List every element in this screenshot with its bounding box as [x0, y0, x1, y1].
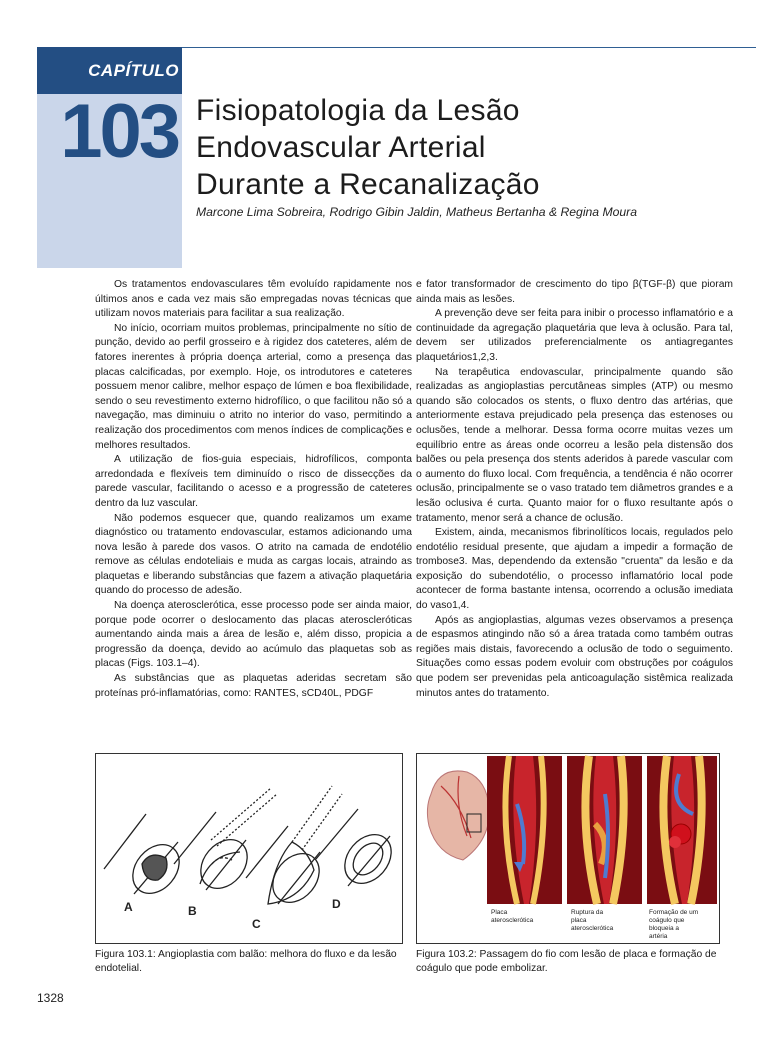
title-line-1: Fisiopatologia da Lesão: [196, 94, 520, 127]
figure-2-label-3: Formação de um coágulo que bloqueia a artéria: [649, 909, 699, 940]
figure-1-caption: Figura 103.1: Angioplastia com balão: melhora do fluxo e da lesão endotelial.: [95, 949, 397, 974]
paragraph: e fator transformador de crescimento do tipo β(TGF-β) que pioram ainda mais as lesões.: [416, 279, 733, 305]
title-line-3: Durante a Recanalização: [196, 168, 540, 201]
figure-2-plaque-rupture: [416, 753, 720, 944]
left-column: [95, 278, 412, 701]
right-column: [416, 278, 733, 701]
figure-1-label-b: B: [188, 904, 197, 918]
paragraph: No início, ocorriam muitos problemas, principalmente no sítio de punção, devido ao perfil grosseiro e à rigidez dos cateteres, além de fatores inerentes à própria doença arterial, como a presença das placas calcificadas, por exemplo. Hoje, os introdutores e cateteres possuem menor calibre, melhor espaço de lúmen e boa flexibilidade, sendo o seu revestimento externo hidrofílico, o que facilitou não só a navegação, mas diminuiu o atrito no interior do vaso, permitindo a realização dos procedimentos com menos índices de complicações e melhores resultados.: [95, 322, 412, 451]
figure-1-balloon-angioplasty: [95, 753, 403, 944]
paragraph: As substâncias que as plaquetas aderidas secretam são proteínas pró-inflamatórias, como: RANTES, sCD40L, PDGF: [95, 673, 412, 699]
artery-panel-3: [647, 756, 717, 904]
paragraph: Existem, ainda, mecanismos fibrinolíticos locais, regulados pelo endotélio residual presente, que ajudam a impedir a formação de trombose3. Mas, dependendo da extensão "cruenta" da lesão e da exposição do subendotélio, o processo inflamatório local pode acontecer de forma bastante intensa, ocorrendo a oclusão imediata do vaso1,4.: [416, 527, 733, 612]
chapter-label: CAPÍTULO: [88, 61, 179, 80]
figure-1-label-a: A: [124, 900, 133, 914]
figure-2-label-2: Ruptura da placa aterosclerótica: [571, 909, 614, 932]
paragraph: Não podemos esquecer que, quando realizamos um exame diagnóstico ou tratamento endovascular, estamos adicionando uma nova lesão à parede dos vasos. O atrito na camada de endotélio remove as células endoteliais e muda as cargas locais, atraindo as plaquetas e liberando substâncias que fazem a ativação plaquetária quando do processo de adesão.: [95, 512, 412, 597]
figure-1-illustration: [96, 754, 402, 943]
figure-2-illustration: [417, 754, 719, 943]
figure-1-label-d: D: [332, 897, 341, 911]
heart-illustration: [427, 771, 489, 860]
authors: Marcone Lima Sobreira, Rodrigo Gibin Jaldin, Matheus Bertanha & Regina Moura: [196, 205, 638, 219]
figure-2-label-1: Placa aterosclerótica: [491, 909, 534, 924]
artery-panel-1: [487, 756, 562, 904]
paragraph: Os tratamentos endovasculares têm evoluído rapidamente nos últimos anos e cada vez mais são empregadas novas técnicas que utilizam novos materiais para facilitar a sua realização.: [95, 279, 412, 320]
paragraph: A prevenção deve ser feita para inibir o processo inflamatório e a continuidade da agregação plaquetária que leva à oclusão. Para tal, devem ser utilizados preferencialmente os antiagregantes plaquetários1,2,3.: [416, 308, 733, 363]
paragraph: Após as angioplastias, algumas vezes observamos a presença de espasmos atingindo não só a área tratada como também outras regiões mais distais, favorecendo a oclusão de todo o seguimento. Situações como essas podem evoluir com obstruções por coágulos que podem ser prevenidas pela anticoagulação sistêmica realizada minutos antes do tratamento.: [416, 614, 733, 699]
title-line-2: Endovascular Arterial: [196, 131, 486, 164]
header-rule: [181, 47, 756, 48]
page-number: 1328: [37, 991, 64, 1005]
chapter-number: 103: [60, 89, 178, 174]
chapter-title: [196, 92, 736, 203]
paragraph: Na doença aterosclerótica, esse processo pode ser ainda maior, porque pode ocorrer o deslocamento das placas ateroscleróticas aumentando ainda mais a área de lesão e, além disso, propicia a progressão da doença, devido ao acúmulo das plaquetas sob as placas (Figs. 103.1–4).: [95, 600, 412, 670]
artery-panel-2: [567, 756, 642, 904]
figure-2-caption: Figura 103.2: Passagem do fio com lesão de placa e formação de coágulo que pode embolizar.: [416, 949, 717, 974]
figure-1-label-c: C: [252, 917, 261, 931]
paragraph: Na terapêutica endovascular, principalmente quando são realizadas as angioplastias percutâneas simples (ATP) ou mesmo quando são colocados os stents, o fluxo dentro das artérias, que anteriormente estava prejudicado pela presença das estenoses ou oclusões, tende a melhorar. Dessa forma ocorre muitas vezes um equilíbrio entre as áreas onde ocorreu a lesão pela distensão dos balões ou pela presença dos stents aderidos à parede vascular com o aumento do fluxo local. Com frequência, a tendência é não ocorrer oclusão, principalmente se o vaso tratado tem diâmetros grandes e a lesão oclusiva é curta. Quanto maior for o fluxo resultante após o tratamento, menor será a chance de oclusão.: [416, 366, 733, 524]
paragraph: A utilização de fios-guia especiais, hidrofílicos, componta arredondada e flexíveis tem diminuído o risco de dissecções da parede vascular, facilitando o acesso e a progressão de cateteres dentro da luz vascular.: [95, 454, 412, 509]
